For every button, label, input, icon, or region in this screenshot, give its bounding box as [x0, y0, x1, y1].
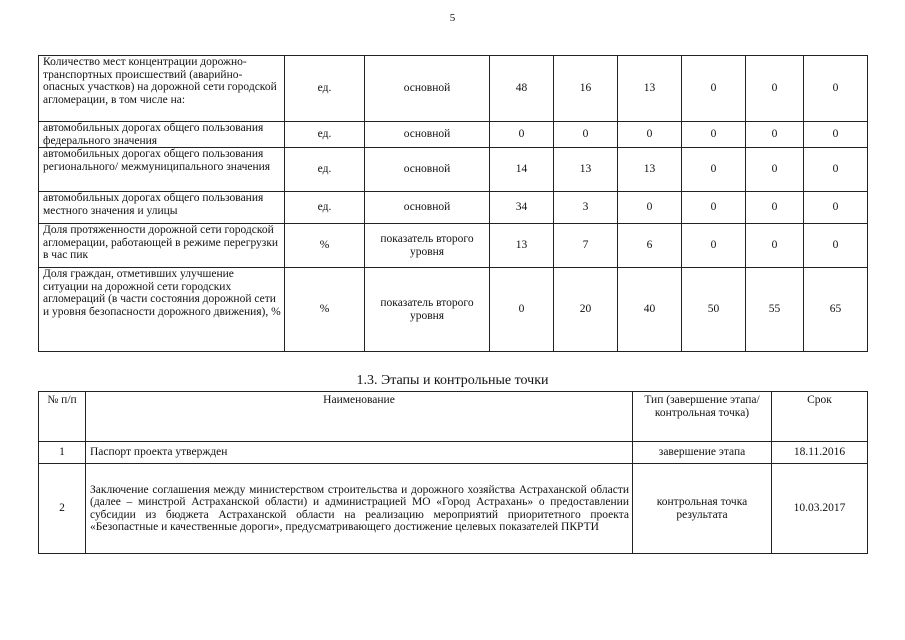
indicator-value: 55 — [746, 268, 804, 352]
indicator-value: 0 — [682, 148, 746, 192]
indicator-unit: ед. — [285, 122, 365, 148]
section-title: 1.3. Этапы и контрольные точки — [356, 373, 549, 388]
indicator-value: 13 — [490, 224, 554, 268]
indicator-value: 48 — [490, 56, 554, 122]
indicator-row — [39, 268, 868, 352]
indicator-type: основной — [365, 122, 490, 148]
indicator-name: автомобильных дорогах общего пользования регионального/ межмуниципального значения — [39, 148, 285, 192]
indicator-row — [39, 122, 868, 148]
indicator-value: 0 — [746, 122, 804, 148]
indicator-value: 0 — [682, 224, 746, 268]
stage-type: контрольная точка результата — [633, 464, 772, 554]
indicator-value: 0 — [804, 224, 868, 268]
indicator-row — [39, 148, 868, 192]
indicator-unit: ед. — [285, 148, 365, 192]
stage-type: завершение этапа — [633, 442, 772, 464]
indicator-value: 6 — [618, 224, 682, 268]
indicator-value: 14 — [490, 148, 554, 192]
indicator-name: автомобильных дорогах общего пользования местного значения и улицы — [39, 192, 285, 224]
indicator-value: 0 — [746, 192, 804, 224]
indicator-value: 0 — [804, 148, 868, 192]
indicators-table — [38, 55, 868, 352]
indicator-type: показатель второго уровня — [365, 268, 490, 352]
indicator-value: 13 — [618, 56, 682, 122]
stages-header-row — [39, 392, 868, 442]
indicator-value: 0 — [618, 122, 682, 148]
indicator-type: основной — [365, 56, 490, 122]
indicator-value: 0 — [746, 56, 804, 122]
indicator-value: 3 — [554, 192, 618, 224]
indicator-name: автомобильных дорогах общего пользования федерального значения — [39, 122, 285, 148]
stage-name: Паспорт проекта утвержден — [86, 442, 633, 464]
indicator-value: 0 — [746, 148, 804, 192]
stage-num: 2 — [39, 464, 86, 554]
indicator-value: 0 — [746, 224, 804, 268]
indicator-value: 65 — [804, 268, 868, 352]
indicator-value: 34 — [490, 192, 554, 224]
stage-deadline: 10.03.2017 — [772, 464, 868, 554]
stages-table — [38, 391, 868, 554]
indicator-value: 50 — [682, 268, 746, 352]
indicator-unit: ед. — [285, 192, 365, 224]
header-num: № п/п — [39, 392, 86, 442]
stage-row — [39, 442, 868, 464]
indicator-value: 13 — [554, 148, 618, 192]
indicator-value: 0 — [554, 122, 618, 148]
stage-deadline: 18.11.2016 — [772, 442, 868, 464]
indicator-value: 0 — [490, 268, 554, 352]
indicator-row — [39, 192, 868, 224]
indicator-row — [39, 224, 868, 268]
indicator-row — [39, 56, 868, 122]
indicator-value: 7 — [554, 224, 618, 268]
indicator-type: показатель второго уровня — [365, 224, 490, 268]
header-type: Тип (завершение этапа/ контрольная точка) — [633, 392, 772, 442]
header-deadline: Срок — [772, 392, 868, 442]
indicator-unit: % — [285, 224, 365, 268]
stage-num: 1 — [39, 442, 86, 464]
stage-row — [39, 464, 868, 554]
indicator-value: 0 — [682, 192, 746, 224]
indicator-value: 0 — [490, 122, 554, 148]
indicator-unit: ед. — [285, 56, 365, 122]
indicator-name: Количество мест концентрации дорожно-транспортных происшествий (аварийно-опасных участков) на дорожной сети городской агломерации, в том числе на: — [39, 56, 285, 122]
indicator-value: 40 — [618, 268, 682, 352]
indicator-value: 16 — [554, 56, 618, 122]
indicator-value: 13 — [618, 148, 682, 192]
indicator-value: 0 — [682, 122, 746, 148]
indicator-value: 0 — [682, 56, 746, 122]
page-number: 5 — [449, 12, 456, 24]
indicator-unit: % — [285, 268, 365, 352]
indicator-value: 0 — [804, 56, 868, 122]
header-name: Наименование — [86, 392, 633, 442]
indicator-value: 0 — [804, 122, 868, 148]
indicator-name: Доля протяженности дорожной сети городской агломерации, работающей в режиме перегрузки в час пик — [39, 224, 285, 268]
stage-name: Заключение соглашения между министерством строительства и дорожного хозяйства Астраханской области (далее – минстрой Астраханской области) и администрацией МО «Город Астрахань» о предоставлении субсидии из бюджета Астраханской области на реализацию мероприятий приоритетного проекта «Безопастные и качественные дороги», предусматривающего достижение целевых показателей ПКРТИ — [86, 464, 633, 554]
indicator-value: 0 — [804, 192, 868, 224]
indicator-value: 0 — [618, 192, 682, 224]
indicator-type: основной — [365, 192, 490, 224]
indicator-value: 20 — [554, 268, 618, 352]
indicator-name: Доля граждан, отметивших улучшение ситуации на дорожной сети городских агломераций (в части состояния дорожной сети и уровня безопасности дорожного движения), % — [39, 268, 285, 352]
indicator-type: основной — [365, 148, 490, 192]
